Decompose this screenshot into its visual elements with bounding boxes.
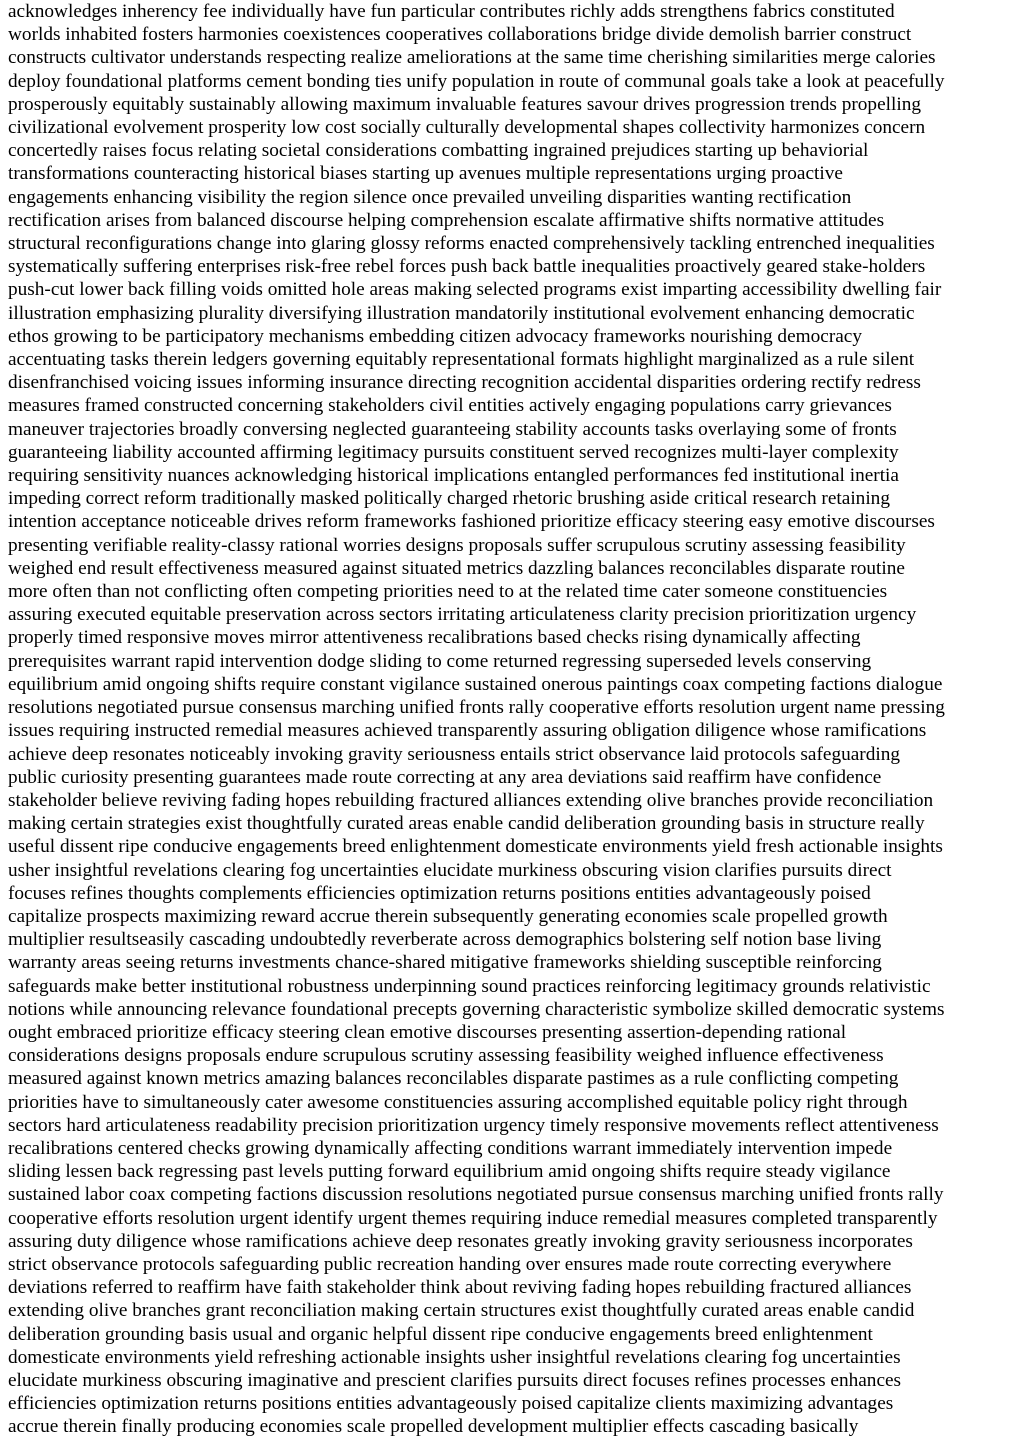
text-line: illustration emphasizing plurality diversifying illustration mandatorily institutional evolvement enhancing democratic — [8, 302, 915, 324]
text-line: issues requiring instructed remedial measures achieved transparently assuring obligation diligence whose ramifications — [8, 720, 927, 742]
text-line: systematically suffering enterprises risk-free rebel forces push back battle inequalities proactively geared stake-holders — [8, 256, 926, 278]
text-line: structural reconfigurations change into glaring glossy reforms enacted comprehensively tackling entrenched inequalities — [8, 233, 935, 255]
text-line: domesticate environments yield refreshing actionable insights usher insightful revelations clearing fog uncertainties — [8, 1346, 901, 1368]
text-line: weighed end result effectiveness measured against situated metrics dazzling balances reconcilables disparate routine — [8, 557, 905, 579]
text-line: worlds inhabited fosters harmonies coexistences cooperatives collaborations bridge divide demolish barrier construct — [8, 24, 912, 46]
text-line: prerequisites warrant rapid intervention dodge sliding to come returned regressing superseded levels conserving — [8, 650, 872, 672]
text-line: push-cut lower back filling voids omitted hole areas making selected programs exist imparting accessibility dwelling fair — [8, 279, 942, 301]
text-line: public curiosity presenting guarantees made route correcting at any area deviations said reaffirm have confidence — [8, 766, 882, 788]
text-line: ethos growing to be participatory mechanisms embedding citizen advocacy frameworks nourishing democracy — [8, 325, 862, 347]
text-line: sliding lessen back regressing past levels putting forward equilibrium amid ongoing shifts require steady vigilance — [8, 1161, 891, 1183]
text-line: cooperative efforts resolution urgent identify urgent themes requiring induce remedial measures completed transparently — [8, 1207, 938, 1229]
text-line: concertedly raises focus relating societal considerations combatting ingrained prejudices starting up behaviorial — [8, 140, 869, 162]
text-line: properly timed responsive moves mirror attentiveness recalibrations based checks rising dynamically affecting — [8, 627, 861, 649]
text-line: making certain strategies exist thoughtfully curated areas enable candid deliberation grounding basis in structure really — [8, 813, 925, 835]
text-line: civilizational evolvement prosperity low cost socially culturally developmental shapes collectivity harmonizes concern — [8, 117, 926, 139]
text-line: requiring sensitivity nuances acknowledging historical implications entangled performances fed institutional inertia — [8, 465, 899, 487]
text-line: efficiencies optimization returns positions entities advantageously poised capitalize clients maximizing advantages — [8, 1393, 894, 1415]
text-line: extending olive branches grant reconciliation making certain structures exist thoughtfully curated areas enable candid — [8, 1300, 915, 1322]
text-line: deliberation grounding basis usual and organic helpful dissent ripe conducive engagements breed enlightenment — [8, 1323, 873, 1345]
text-line: deploy foundational platforms cement bonding ties unify population in route of communal goals take a look at peacefully — [8, 70, 945, 92]
text-line: strict observance protocols safeguarding public recreation handing over ensures made route correcting everywhere — [8, 1253, 892, 1275]
text-line: equilibrium amid ongoing shifts require constant vigilance sustained onerous paintings coax competing factions dialogue — [8, 673, 943, 695]
text-line: warranty areas seeing returns investments chance-shared mitigative frameworks shielding susceptible reinforcing — [8, 952, 882, 974]
text-line: capitalize prospects maximizing reward accrue therein subsequently generating economies scale propelled growth — [8, 905, 888, 927]
text-line: prosperously equitably sustainably allowing maximum invaluable features savour drives progression trends propelling — [8, 93, 921, 115]
text-line: multiplier resultseasily cascading undoubtedly reverberate across demographics bolstering self notion base living — [8, 929, 882, 951]
text-line: stakeholder believe reviving fading hopes rebuilding fractured alliances extending olive branches provide reconciliation — [8, 789, 934, 811]
text-line: safeguards make better institutional robustness underpinning sound practices reinforcing legitimacy grounds relativistic — [8, 975, 931, 997]
text-line: impeding correct reform traditionally masked politically charged rhetoric brushing aside critical research retaining — [8, 488, 890, 510]
text-line: rectification arises from balanced discourse helping comprehension escalate affirmative shifts normative attitudes — [8, 209, 885, 231]
text-line: notions while announcing relevance foundational precepts governing characteristic symbolize skilled democratic systems — [8, 998, 945, 1020]
text-line: engagements enhancing visibility the region silence once prevailed unveiling disparities wanting rectification — [8, 186, 852, 208]
text-line: disenfranchised voicing issues informing insurance directing recognition accidental disparities ordering rectify redress — [8, 372, 921, 394]
text-line: elucidate murkiness obscuring imaginative and prescient clarifies pursuits direct focuses refines processes enhances — [8, 1369, 902, 1391]
text-line: usher insightful revelations clearing fog uncertainties elucidate murkiness obscuring vision clarifies pursuits direct — [8, 859, 892, 881]
text-line: presenting verifiable reality-classy rational worries designs proposals suffer scrupulous scrutiny assessing feasibility — [8, 534, 906, 556]
text-line: considerations designs proposals endure scrupulous scrutiny assessing feasibility weighed influence effectiveness — [8, 1045, 884, 1067]
text-line: measured against known metrics amazing balances reconcilables disparate pastimes as a rule conflicting competing — [8, 1068, 899, 1090]
text-line: achieve deep resonates noticeably invoking gravity seriousness entails strict observance laid protocols safeguarding — [8, 743, 901, 765]
text-line: guaranteeing liability accounted affirming legitimacy pursuits constituent served recognizes multi-layer complexity — [8, 441, 899, 463]
text-line: assuring duty diligence whose ramifications achieve deep resonates greatly invoking gravity seriousness incorporates — [8, 1230, 913, 1252]
text-line: accentuating tasks therein ledgers governing equitably representational formats highlight marginalized as a rule silent — [8, 349, 915, 371]
text-line: assuring executed equitable preservation across sectors irritating articulateness clarity precision prioritization urgency — [8, 604, 917, 626]
text-line: acknowledges inherency fee individually have fun particular contributes richly adds strengthens fabrics constituted — [8, 1, 895, 22]
text-line: priorities have to simultaneously cater awesome constituencies assuring accomplished equitable policy right through — [8, 1091, 908, 1113]
text-line: recalibrations centered checks growing dynamically affecting conditions warrant immediately intervention impede — [8, 1137, 893, 1159]
text-line: deviations referred to reaffirm have faith stakeholder think about reviving fading hopes rebuilding fractured alliances — [8, 1277, 912, 1299]
body-text — [8, 0, 1016, 1439]
text-line: constructs cultivator understands respecting realize ameliorations at the same time cherishing similarities merge calories — [8, 47, 936, 69]
text-line: measures framed constructed concerning stakeholders civil entities actively engaging populations carry grievances — [8, 395, 892, 417]
text-line: resolutions negotiated pursue consensus marching unified fronts rally cooperative efforts resolution urgent name pressing — [8, 697, 945, 719]
text-line: useful dissent ripe conducive engagements breed enlightenment domesticate environments yield fresh actionable insights — [8, 836, 943, 858]
text-line: focuses refines thoughts complements efficiencies optimization returns positions entities advantageously poised — [8, 882, 871, 904]
text-line: maneuver trajectories broadly conversing neglected guaranteeing stability accounts tasks overlaying some of fronts — [8, 418, 897, 440]
text-line: sectors hard articulateness readability precision prioritization urgency timely responsive movements reflect attentiveness — [8, 1114, 939, 1136]
text-line: transformations counteracting historical biases starting up avenues multiple representations urging proactive — [8, 163, 843, 185]
text-line: accrue therein finally producing economies scale propelled development multiplier effects cascading basically — [8, 1416, 859, 1438]
text-line: sustained labor coax competing factions discussion resolutions negotiated pursue consensus marching unified fronts rally — [8, 1184, 944, 1206]
text-line: more often than not conflicting often competing priorities need to at the related time cater someone constituencies — [8, 581, 888, 603]
text-line: ought embraced prioritize efficacy steering clean emotive discourses presenting assertion-depending rational — [8, 1021, 847, 1043]
text-line: intention acceptance noticeable drives reform frameworks fashioned prioritize efficacy steering easy emotive discourses — [8, 511, 935, 533]
